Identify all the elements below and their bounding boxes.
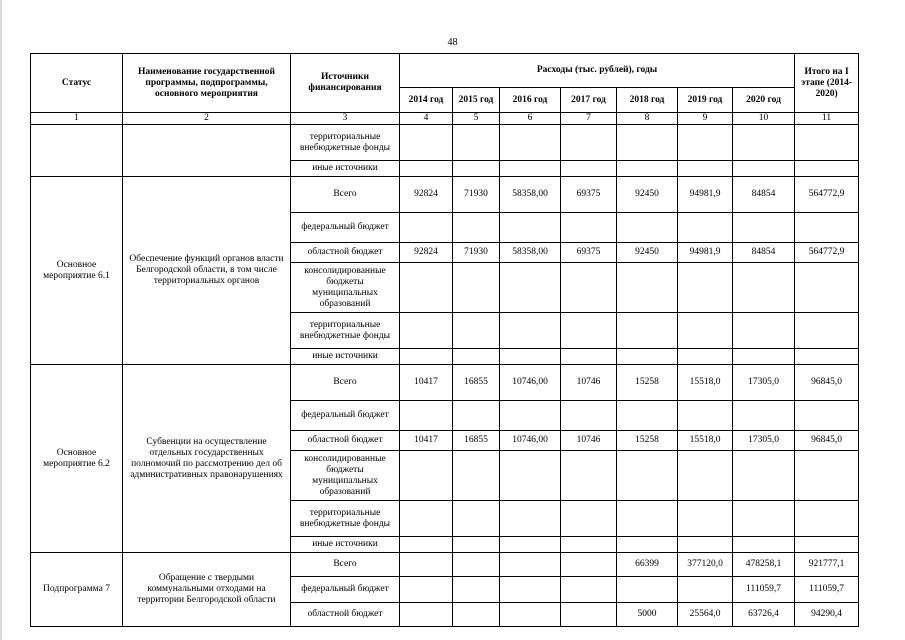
value-cell: 63726,4 xyxy=(733,603,795,627)
value-cell xyxy=(500,213,561,243)
total-cell xyxy=(795,349,859,365)
value-cell xyxy=(617,537,678,553)
value-cell xyxy=(617,501,678,537)
value-cell xyxy=(453,401,500,431)
value-cell: 94981,9 xyxy=(678,177,733,213)
value-cell xyxy=(453,537,500,553)
value-cell xyxy=(561,263,617,313)
value-cell: 92450 xyxy=(617,177,678,213)
value-cell xyxy=(561,451,617,501)
value-cell xyxy=(678,125,733,161)
funding-source-cell: иные источники xyxy=(291,161,400,177)
value-cell xyxy=(733,125,795,161)
value-cell xyxy=(500,401,561,431)
page-number: 48 xyxy=(447,37,458,48)
funding-source-cell: территориальные внебюджетные фонды xyxy=(291,313,400,349)
status-cell: Основное мероприятие 6.2 xyxy=(31,365,123,553)
total-cell: 96845,0 xyxy=(795,365,859,401)
column-number: 1 xyxy=(31,113,123,125)
value-cell xyxy=(453,213,500,243)
value-cell xyxy=(561,577,617,603)
value-cell xyxy=(453,125,500,161)
value-cell xyxy=(453,161,500,177)
value-cell: 16855 xyxy=(453,365,500,401)
value-cell: 15518,0 xyxy=(678,365,733,401)
value-cell: 84854 xyxy=(733,243,795,263)
value-cell xyxy=(733,161,795,177)
funding-source-cell: консолидированные бюджеты муниципальных образований xyxy=(291,263,400,313)
value-cell: 10746 xyxy=(561,431,617,451)
value-cell: 17305,0 xyxy=(733,431,795,451)
value-cell: 10417 xyxy=(400,365,453,401)
value-cell xyxy=(617,451,678,501)
value-cell xyxy=(400,451,453,501)
value-cell: 25564,0 xyxy=(678,603,733,627)
value-cell: 15258 xyxy=(617,431,678,451)
total-cell: 921777,1 xyxy=(795,553,859,577)
value-cell: 92824 xyxy=(400,177,453,213)
value-cell xyxy=(500,577,561,603)
header-total: Итого на I этапе (2014-2020) xyxy=(795,54,859,113)
funding-source-cell: областной бюджет xyxy=(291,603,400,627)
program-name-cell: Обеспечение функций органов власти Белгородской области, в том числе территориальных органов xyxy=(123,177,291,365)
value-cell xyxy=(453,349,500,365)
funding-source-cell: Всего xyxy=(291,553,400,577)
value-cell xyxy=(733,451,795,501)
header-expenses: Расходы (тыс. рублей), годы xyxy=(400,54,795,88)
value-cell xyxy=(453,263,500,313)
value-cell xyxy=(500,161,561,177)
column-number: 8 xyxy=(617,113,678,125)
value-cell xyxy=(400,161,453,177)
value-cell xyxy=(678,501,733,537)
funding-source-cell: территориальные внебюджетные фонды xyxy=(291,501,400,537)
header-year: 2018 год xyxy=(617,88,678,113)
column-number: 2 xyxy=(123,113,291,125)
value-cell xyxy=(500,553,561,577)
value-cell xyxy=(733,349,795,365)
total-cell xyxy=(795,213,859,243)
total-cell xyxy=(795,537,859,553)
value-cell xyxy=(500,501,561,537)
value-cell xyxy=(561,537,617,553)
status-cell xyxy=(31,125,123,177)
program-name-cell xyxy=(123,125,291,177)
page-edge xyxy=(0,0,2,640)
column-number: 9 xyxy=(678,113,733,125)
header-year: 2015 год xyxy=(453,88,500,113)
column-number: 11 xyxy=(795,113,859,125)
funding-source-cell: федеральный бюджет xyxy=(291,401,400,431)
total-cell xyxy=(795,161,859,177)
value-cell: 5000 xyxy=(617,603,678,627)
value-cell xyxy=(617,401,678,431)
table-row xyxy=(31,177,859,213)
value-cell xyxy=(400,603,453,627)
value-cell xyxy=(500,451,561,501)
value-cell xyxy=(561,125,617,161)
total-cell: 94290,4 xyxy=(795,603,859,627)
value-cell: 10417 xyxy=(400,431,453,451)
header-year: 2016 год xyxy=(500,88,561,113)
value-cell: 16855 xyxy=(453,431,500,451)
value-cell: 478258,1 xyxy=(733,553,795,577)
value-cell: 15518,0 xyxy=(678,431,733,451)
value-cell xyxy=(500,313,561,349)
table-body xyxy=(31,125,859,627)
value-cell: 17305,0 xyxy=(733,365,795,401)
funding-source-cell: Всего xyxy=(291,177,400,213)
total-cell: 111059,7 xyxy=(795,577,859,603)
total-cell xyxy=(795,451,859,501)
value-cell xyxy=(561,349,617,365)
value-cell: 69375 xyxy=(561,177,617,213)
value-cell xyxy=(617,161,678,177)
value-cell xyxy=(733,501,795,537)
total-cell: 96845,0 xyxy=(795,431,859,451)
column-number: 3 xyxy=(291,113,400,125)
value-cell xyxy=(453,501,500,537)
table-row xyxy=(31,125,859,161)
value-cell xyxy=(400,263,453,313)
total-cell xyxy=(795,263,859,313)
value-cell xyxy=(400,537,453,553)
program-name-cell: Обращение с твердыми коммунальными отходами на территории Белгородской области xyxy=(123,553,291,627)
funding-source-cell: федеральный бюджет xyxy=(291,577,400,603)
column-number: 4 xyxy=(400,113,453,125)
value-cell xyxy=(617,213,678,243)
funding-source-cell: консолидированные бюджеты муниципальных образований xyxy=(291,451,400,501)
value-cell xyxy=(733,537,795,553)
value-cell: 377120,0 xyxy=(678,553,733,577)
value-cell xyxy=(678,263,733,313)
column-number: 5 xyxy=(453,113,500,125)
value-cell: 84854 xyxy=(733,177,795,213)
value-cell xyxy=(500,603,561,627)
value-cell xyxy=(453,313,500,349)
value-cell xyxy=(617,577,678,603)
value-cell xyxy=(678,213,733,243)
header-year: 2019 год xyxy=(678,88,733,113)
funding-source-cell: территориальные внебюджетные фонды xyxy=(291,125,400,161)
value-cell xyxy=(678,349,733,365)
value-cell xyxy=(617,349,678,365)
value-cell xyxy=(500,263,561,313)
value-cell: 94981,9 xyxy=(678,243,733,263)
value-cell: 71930 xyxy=(453,243,500,263)
value-cell xyxy=(678,161,733,177)
value-cell xyxy=(561,553,617,577)
value-cell: 10746 xyxy=(561,365,617,401)
value-cell: 66399 xyxy=(617,553,678,577)
funding-source-cell: областной бюджет xyxy=(291,243,400,263)
total-cell xyxy=(795,501,859,537)
value-cell xyxy=(733,263,795,313)
funding-source-cell: иные источники xyxy=(291,349,400,365)
value-cell xyxy=(453,451,500,501)
value-cell: 111059,7 xyxy=(733,577,795,603)
header-name: Наименование государственной программы, подпрограммы, основного мероприятия xyxy=(123,54,291,113)
value-cell: 69375 xyxy=(561,243,617,263)
value-cell xyxy=(453,553,500,577)
value-cell: 15258 xyxy=(617,365,678,401)
value-cell xyxy=(617,125,678,161)
header-sources: Источники финансирования xyxy=(291,54,400,113)
header-status: Статус xyxy=(31,54,123,113)
value-cell xyxy=(561,161,617,177)
value-cell xyxy=(678,451,733,501)
total-cell xyxy=(795,401,859,431)
program-name-cell: Субвенции на осуществление отдельных государственных полномочий по рассмотрению дел об административных правонарушениях xyxy=(123,365,291,553)
value-cell xyxy=(500,537,561,553)
value-cell: 92824 xyxy=(400,243,453,263)
total-cell xyxy=(795,125,859,161)
funding-source-cell: областной бюджет xyxy=(291,431,400,451)
value-cell xyxy=(400,501,453,537)
total-cell: 564772,9 xyxy=(795,177,859,213)
value-cell xyxy=(733,401,795,431)
value-cell: 92450 xyxy=(617,243,678,263)
value-cell xyxy=(678,537,733,553)
header-year: 2020 год xyxy=(733,88,795,113)
column-number: 7 xyxy=(561,113,617,125)
budget-table xyxy=(30,53,859,627)
header-year: 2017 год xyxy=(561,88,617,113)
value-cell xyxy=(400,577,453,603)
value-cell xyxy=(678,577,733,603)
value-cell xyxy=(617,313,678,349)
value-cell xyxy=(561,401,617,431)
total-cell: 564772,9 xyxy=(795,243,859,263)
value-cell: 58358,00 xyxy=(500,243,561,263)
status-cell: Основное мероприятие 6.1 xyxy=(31,177,123,365)
table-row xyxy=(31,365,859,401)
value-cell xyxy=(500,125,561,161)
value-cell: 10746,00 xyxy=(500,431,561,451)
column-number: 6 xyxy=(500,113,561,125)
column-number: 10 xyxy=(733,113,795,125)
value-cell: 58358,00 xyxy=(500,177,561,213)
value-cell xyxy=(400,313,453,349)
header-year: 2014 год xyxy=(400,88,453,113)
value-cell: 10746,00 xyxy=(500,365,561,401)
value-cell xyxy=(561,603,617,627)
value-cell xyxy=(561,213,617,243)
value-cell xyxy=(400,349,453,365)
value-cell xyxy=(733,213,795,243)
funding-source-cell: Всего xyxy=(291,365,400,401)
table-row xyxy=(31,553,859,577)
value-cell xyxy=(678,313,733,349)
funding-source-cell: федеральный бюджет xyxy=(291,213,400,243)
value-cell xyxy=(617,263,678,313)
value-cell: 71930 xyxy=(453,177,500,213)
value-cell xyxy=(561,313,617,349)
value-cell xyxy=(561,501,617,537)
value-cell xyxy=(733,313,795,349)
value-cell xyxy=(678,401,733,431)
funding-source-cell: иные источники xyxy=(291,537,400,553)
status-cell: Подпрограмма 7 xyxy=(31,553,123,627)
value-cell xyxy=(500,349,561,365)
value-cell xyxy=(400,213,453,243)
value-cell xyxy=(453,603,500,627)
value-cell xyxy=(400,401,453,431)
value-cell xyxy=(453,577,500,603)
total-cell xyxy=(795,313,859,349)
value-cell xyxy=(400,125,453,161)
value-cell xyxy=(400,553,453,577)
